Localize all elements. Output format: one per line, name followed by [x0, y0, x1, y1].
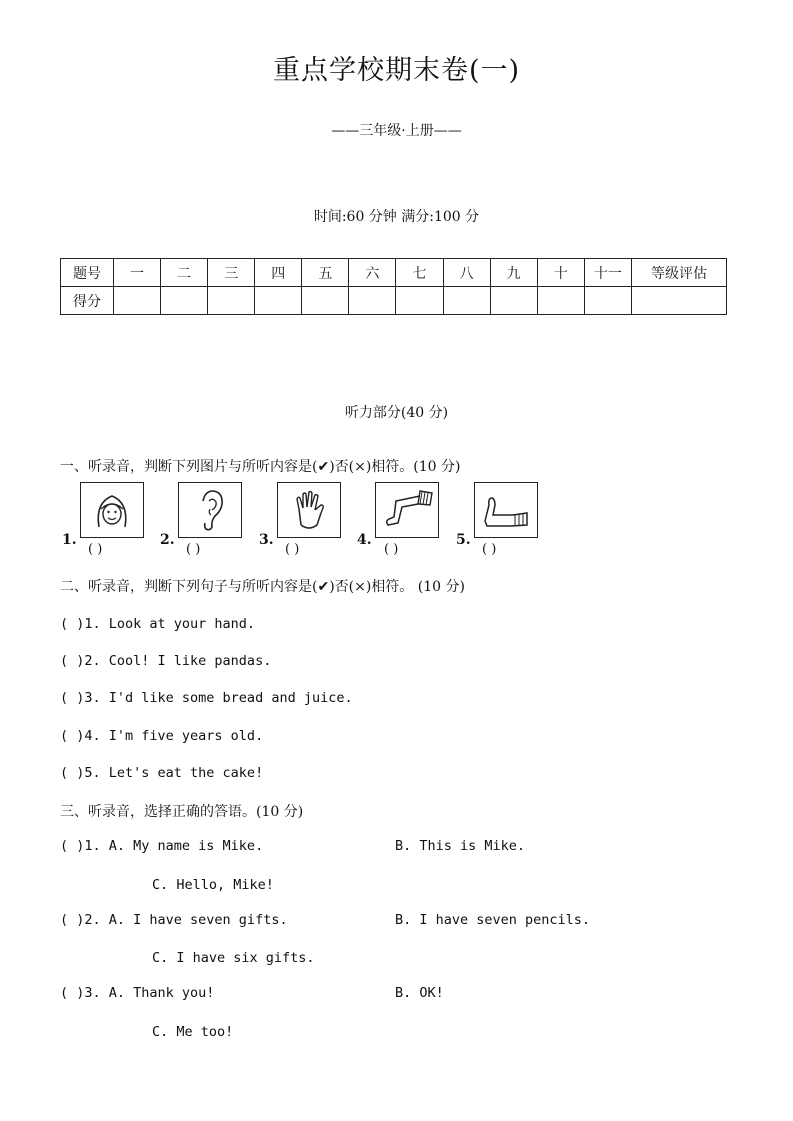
score-cell[interactable] — [302, 287, 349, 315]
list-item: ( )2. A. I have seven gifts. — [60, 912, 288, 928]
table-cell: 一 — [114, 259, 161, 287]
answer-blank[interactable]: ( ) — [482, 542, 497, 557]
score-cell[interactable] — [584, 287, 631, 315]
girl-face-icon — [80, 482, 144, 538]
score-table-score-row — [61, 287, 727, 315]
table-cell: 四 — [255, 259, 302, 287]
score-cell[interactable] — [632, 287, 727, 315]
arm-icon — [474, 482, 538, 538]
answer-blank[interactable]: ( ) — [88, 542, 103, 557]
table-cell: 得分 — [61, 287, 114, 315]
part2-question: 二、听录音，判断下列句子与所听内容是(✔)否(×)相符。 (10 分) — [60, 579, 465, 595]
table-cell: 五 — [302, 259, 349, 287]
table-cell: 六 — [349, 259, 396, 287]
score-cell[interactable] — [161, 287, 208, 315]
score-table-header-row — [61, 259, 727, 287]
answer-blank[interactable]: ( ) — [186, 542, 201, 557]
score-cell[interactable] — [396, 287, 443, 315]
part1-question: 一、听录音，判断下列图片与所听内容是(✔)否(×)相符。(10 分) — [60, 459, 461, 475]
score-cell[interactable] — [490, 287, 537, 315]
score-cell[interactable] — [114, 287, 161, 315]
answer-blank[interactable]: ( ) — [384, 542, 399, 557]
option-c: C. Hello, Mike! — [152, 877, 274, 893]
picture-number: 3. — [259, 532, 274, 548]
list-item: ( )1. A. My name is Mike. — [60, 838, 264, 854]
table-cell: 八 — [443, 259, 490, 287]
table-cell: 七 — [396, 259, 443, 287]
picture-number: 2. — [160, 532, 175, 548]
option-b: B. OK! — [395, 985, 444, 1001]
score-cell[interactable] — [443, 287, 490, 315]
ear-icon — [178, 482, 242, 538]
table-cell: 题号 — [61, 259, 114, 287]
page-title: 重点学校期末卷(一) — [272, 55, 521, 86]
score-table — [60, 258, 727, 315]
table-cell: 二 — [161, 259, 208, 287]
leg-icon — [375, 482, 439, 538]
option-b: B. I have seven pencils. — [395, 912, 591, 928]
score-cell[interactable] — [349, 287, 396, 315]
list-item: ( )3. I'd like some bread and juice. — [60, 690, 353, 706]
list-item: ( )3. A. Thank you! — [60, 985, 215, 1001]
score-cell[interactable] — [537, 287, 584, 315]
list-item: ( )2. Cool! I like pandas. — [60, 653, 272, 669]
part3-question: 三、听录音，选择正确的答语。(10 分) — [60, 804, 304, 820]
picture-number: 4. — [357, 532, 372, 548]
option-b: B. This is Mike. — [395, 838, 526, 854]
table-cell: 九 — [490, 259, 537, 287]
page-subtitle: ——三年级·上册—— — [331, 123, 462, 139]
table-cell: 等级评估 — [632, 259, 727, 287]
picture-number: 5. — [456, 532, 471, 548]
option-c: C. I have six gifts. — [152, 950, 315, 966]
option-c: C. Me too! — [152, 1024, 234, 1040]
score-cell[interactable] — [208, 287, 255, 315]
table-cell: 三 — [208, 259, 255, 287]
exam-time-info: 时间:60 分钟 满分:100 分 — [313, 209, 480, 225]
picture-number: 1. — [62, 532, 77, 548]
table-cell: 十一 — [584, 259, 631, 287]
list-item: ( )5. Let's eat the cake! — [60, 765, 264, 781]
table-cell: 十 — [537, 259, 584, 287]
listening-section-heading: 听力部分(40 分) — [344, 405, 449, 421]
score-cell[interactable] — [255, 287, 302, 315]
answer-blank[interactable]: ( ) — [285, 542, 300, 557]
list-item: ( )4. I'm five years old. — [60, 728, 264, 744]
hand-icon — [277, 482, 341, 538]
list-item: ( )1. Look at your hand. — [60, 616, 256, 632]
